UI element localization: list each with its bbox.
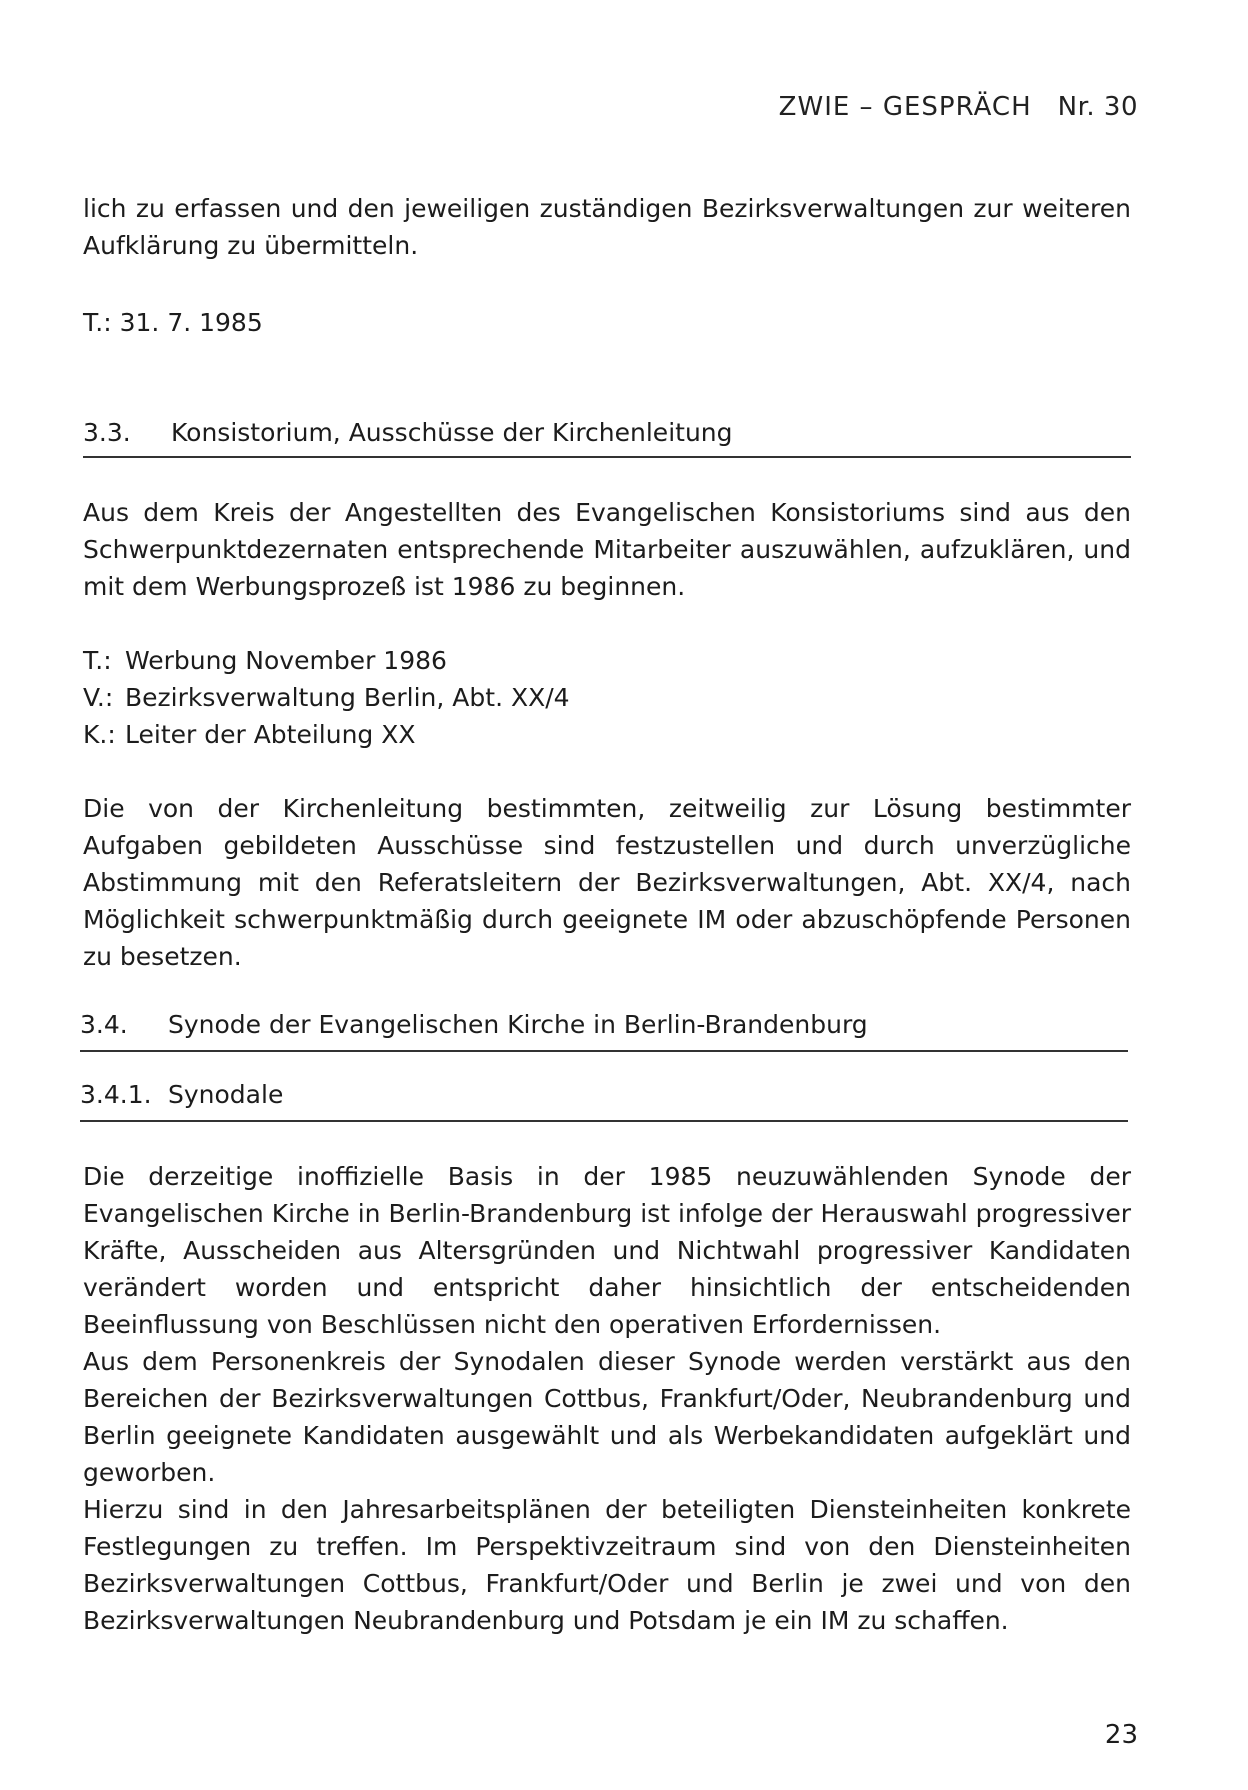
- section-3-3-rule: [83, 456, 1131, 458]
- section-3-4-1-paragraph-2: Aus dem Personenkreis der Synodalen dieser Synode werden verstärkt aus den Bereichen der Bezirksverwaltungen Cottbus, Frankfurt/Oder, Neubrandenburg und Berlin geeignete Kandidaten ausgewählt und als Werbekandidaten aufgeklärt und geworben.: [83, 1347, 1131, 1487]
- intro-paragraph: [83, 190, 1131, 264]
- header-title: ZWIE – GESPRÄCH: [778, 92, 1032, 122]
- section-3-4-1-paragraph-1: Die derzeitige inoffizielle Basis in der 1985 neuzuwählenden Synode der Evangelischen Kirche in Berlin-Brandenburg ist infolge der Herauswahl progressiver Kräfte, Ausscheiden aus Altersgründen und Nichtwahl progressiver Kandidaten verändert worden und entspricht daher hinsichtlich der entscheidenden Beeinflussung von Beschlüssen nicht den operativen Erfordernissen.: [83, 1162, 1131, 1339]
- responsible-value: Bezirksverwaltung Berlin, Abt. XX/4: [125, 683, 570, 712]
- responsibility-block: [83, 642, 570, 753]
- page-number: 23: [1104, 1720, 1138, 1750]
- running-header: [779, 92, 1138, 122]
- section-3-4-heading: [80, 1010, 868, 1039]
- section-3-3-paragraph-1: [83, 494, 1131, 605]
- section-3-4-1-rule: [80, 1120, 1128, 1122]
- control-value: Leiter der Abteilung XX: [125, 720, 416, 749]
- section-3-3-heading: [83, 418, 733, 447]
- header-issue-number: Nr. 30: [1057, 92, 1138, 122]
- section-3-3-paragraph-1-text: Aus dem Kreis der Angestellten des Evangelischen Konsistoriums sind aus den Schwerpunktdezernaten entsprechende Mitarbeiter auszuwählen, aufzuklären, und mit dem Werbungsprozeß ist 1986 zu beginnen.: [83, 498, 1131, 601]
- section-3-4-1-number: 3.4.1.: [80, 1080, 152, 1109]
- section-3-3-title: Konsistorium, Ausschüsse der Kirchenleitung: [171, 418, 733, 447]
- section-3-3-number: 3.3.: [83, 418, 131, 447]
- section-3-3-paragraph-2: [83, 790, 1131, 975]
- intro-deadline: T.: 31. 7. 1985: [83, 308, 263, 337]
- section-3-4-1-heading: [80, 1080, 283, 1109]
- intro-paragraph-text: lich zu erfassen und den jeweiligen zuständigen Bezirksverwaltungen zur weiteren Aufklärung zu übermitteln.: [83, 194, 1131, 260]
- deadline-value: Werbung November 1986: [125, 646, 447, 675]
- control-row: [83, 716, 570, 753]
- section-3-4-1-body: [83, 1158, 1131, 1639]
- deadline-label: T.:: [83, 646, 112, 675]
- deadline-row: [83, 642, 570, 679]
- responsible-label: V.:: [83, 683, 114, 712]
- section-3-4-1-title: Synodale: [168, 1080, 284, 1109]
- section-3-4-title: Synode der Evangelischen Kirche in Berlin-Brandenburg: [168, 1010, 868, 1039]
- section-3-3-paragraph-2-text: Die von der Kirchenleitung bestimmten, zeitweilig zur Lösung bestimmter Aufgaben gebildeten Ausschüsse sind festzustellen und durch unverzügliche Abstimmung mit den Referatsleitern der Bezirksverwaltungen, Abt. XX/4, nach Möglichkeit schwerpunktmäßig durch geeignete IM oder abzuschöpfende Personen zu besetzen.: [83, 794, 1131, 971]
- control-label: K.:: [83, 720, 116, 749]
- section-3-4-number: 3.4.: [80, 1010, 128, 1039]
- section-3-4-rule: [80, 1050, 1128, 1052]
- section-3-4-1-paragraph-3: Hierzu sind in den Jahresarbeitsplänen der beteiligten Diensteinheiten konkrete Festlegungen zu treffen. Im Perspektivzeitraum sind von den Diensteinheiten Bezirksverwaltungen Cottbus, Frankfurt/Oder und Berlin je zwei und von den Bezirksverwaltungen Neubrandenburg und Potsdam je ein IM zu schaffen.: [83, 1495, 1131, 1635]
- responsible-row: [83, 679, 570, 716]
